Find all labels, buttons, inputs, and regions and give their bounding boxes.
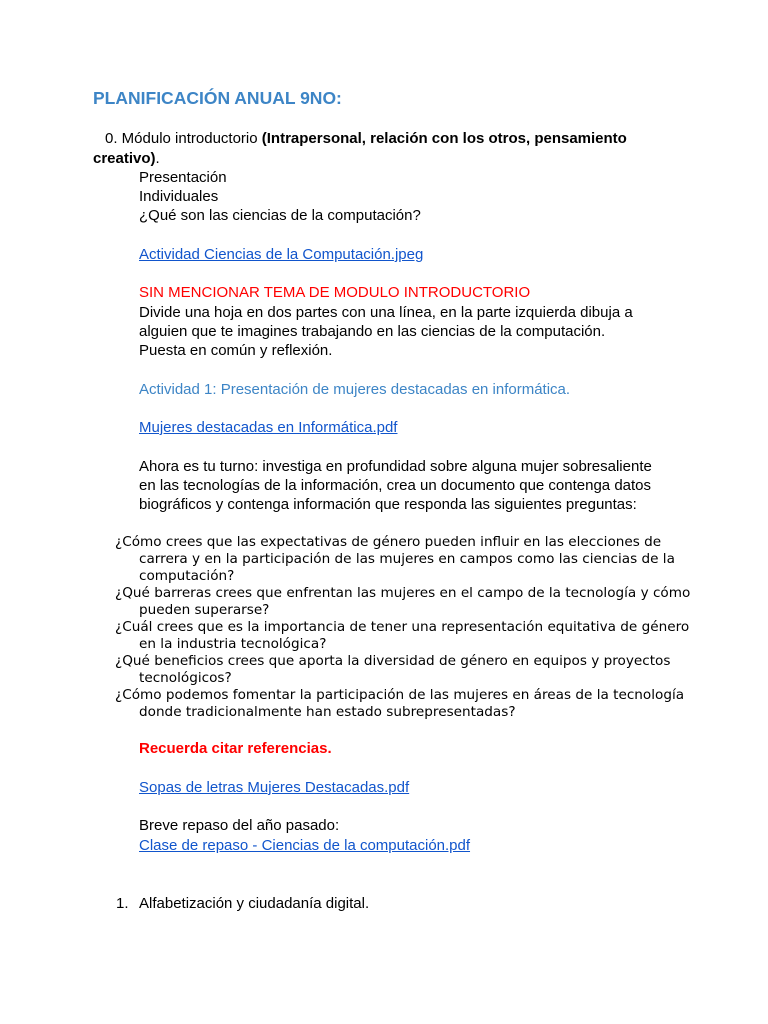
module-0-bold-line2: creativo) [93,150,156,167]
divide-line: Divide una hoja en dos partes con una línea, en la parte izquierda dibuja a [139,304,633,321]
question-item: ¿Cómo podemos fomentar la participación de las mujeres en áreas de la tecnología donde tradicionalmente han estado subrepresentadas? [115,687,685,720]
link-sopas-de-letras[interactable]: Sopas de letras Mujeres Destacadas.pdf [139,779,410,796]
question-item: ¿Qué beneficios crees que aporta la diversidad de género en equipos y proyectos tecnológicos? [115,653,671,686]
divide-line: Puesta en común y reflexión. [139,342,333,359]
recuerda-citar: Recuerda citar referencias. [139,740,332,757]
actividad-1-heading: Actividad 1: Presentación de mujeres destacadas en informática. [139,381,571,398]
intro-line: ¿Qué son las ciencias de la computación? [139,207,421,224]
red-heading: SIN MENCIONAR TEMA DE MODULO INTRODUCTORIO [139,284,531,301]
list-item-alfabetizacion: Alfabetización y ciudadanía digital. [139,895,370,912]
module-0-number: 0. [105,130,118,147]
link-mujeres-destacadas[interactable]: Mujeres destacadas en Informática.pdf [139,419,398,436]
list-item-number: 1. [116,895,129,912]
page-title: PLANIFICACIÓN ANUAL 9NO: [93,88,342,108]
turno-line: Ahora es tu turno: investiga en profundidad sobre alguna mujer sobresaliente [139,458,652,475]
turno-line: biográficos y contenga información que responda las siguientes preguntas: [139,496,637,513]
question-item: ¿Cómo crees que las expectativas de género pueden influir en las elecciones de carrera y en la participación de las mujeres en campos como las ciencias de la computación? [115,534,675,584]
link-clase-repaso[interactable]: Clase de repaso - Ciencias de la computación.pdf [139,837,471,854]
intro-line: Presentación [139,169,227,186]
module-0-bold-line1: (Intrapersonal, relación con los otros, pensamiento [261,130,627,147]
module-0-heading [105,129,627,149]
question-item: ¿Qué barreras crees que enfrentan las mujeres en el campo de la tecnología y cómo pueden superarse? [115,585,691,618]
module-0-end: . [155,150,160,167]
divide-line: alguien que te imagines trabajando en las ciencias de la computación. [139,323,606,340]
question-item: ¿Cuál crees que es la importancia de tener una representación equitativa de género en la industria tecnológica? [115,619,690,652]
module-0-label: Módulo introductorio [117,130,262,147]
repaso-label: Breve repaso del año pasado: [139,817,340,834]
link-actividad-ciencias[interactable]: Actividad Ciencias de la Computación.jpeg [139,246,424,263]
module-0-heading-cont [93,149,160,169]
turno-line: en las tecnologías de la información, crea un documento que contenga datos [139,477,652,494]
intro-line: Individuales [139,188,219,205]
